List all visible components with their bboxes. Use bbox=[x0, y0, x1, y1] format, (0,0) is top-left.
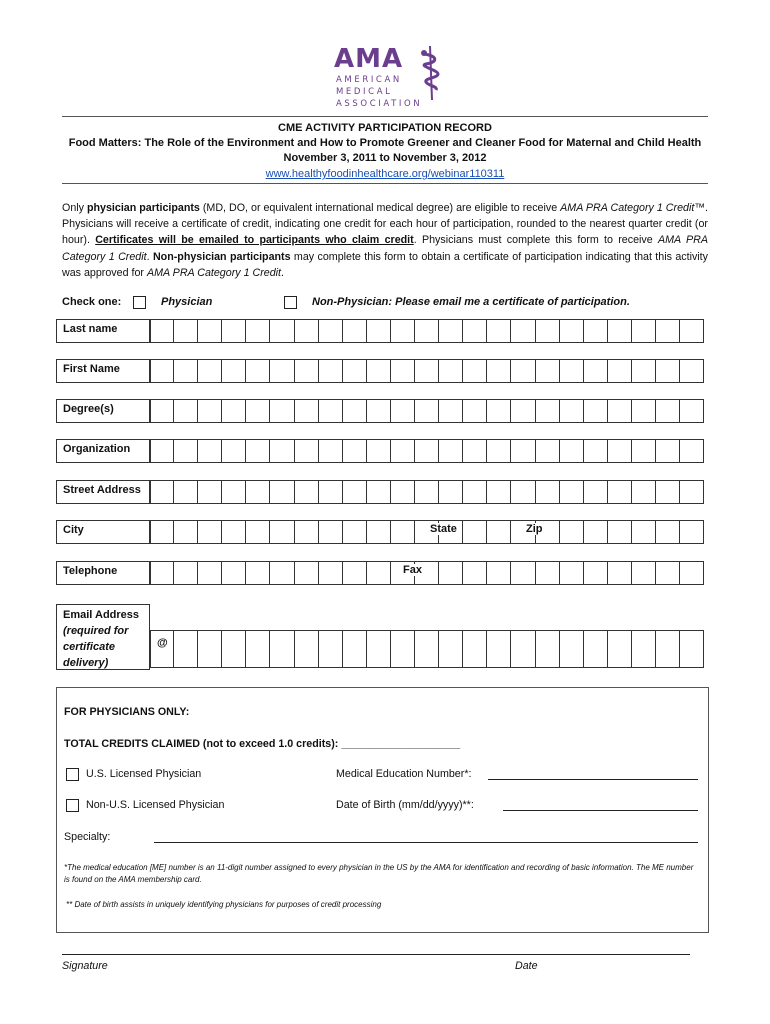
char-cell[interactable] bbox=[632, 319, 656, 343]
char-cell[interactable] bbox=[511, 630, 535, 668]
char-cell[interactable] bbox=[222, 520, 246, 544]
char-cell[interactable] bbox=[560, 319, 584, 343]
char-cell[interactable] bbox=[463, 520, 487, 544]
char-cell[interactable] bbox=[608, 319, 632, 343]
char-cell[interactable] bbox=[560, 630, 584, 668]
char-cell[interactable] bbox=[367, 319, 391, 343]
us-licensed-label: U.S. Licensed Physician bbox=[86, 768, 202, 780]
char-cell[interactable] bbox=[584, 359, 608, 383]
char-cell[interactable] bbox=[174, 480, 198, 504]
char-cell[interactable] bbox=[680, 520, 704, 544]
char-cell[interactable] bbox=[222, 359, 246, 383]
telephone-label: Telephone bbox=[56, 561, 150, 585]
char-cell[interactable] bbox=[246, 319, 270, 343]
char-cell[interactable] bbox=[608, 439, 632, 463]
organization-input[interactable] bbox=[150, 439, 704, 463]
char-cell[interactable] bbox=[391, 439, 415, 463]
char-cell[interactable] bbox=[367, 630, 391, 668]
char-cell[interactable] bbox=[608, 520, 632, 544]
logo-abbr: AMA bbox=[334, 44, 404, 74]
first-name-label: First Name bbox=[56, 359, 150, 383]
char-cell[interactable] bbox=[198, 359, 222, 383]
char-cell[interactable] bbox=[391, 520, 415, 544]
char-cell[interactable] bbox=[632, 561, 656, 585]
char-cell[interactable] bbox=[487, 630, 511, 668]
char-cell[interactable] bbox=[511, 399, 535, 423]
char-cell[interactable] bbox=[174, 399, 198, 423]
char-cell[interactable] bbox=[584, 399, 608, 423]
char-cell[interactable] bbox=[246, 561, 270, 585]
char-cell[interactable] bbox=[295, 439, 319, 463]
char-cell[interactable] bbox=[343, 439, 367, 463]
char-cell[interactable] bbox=[295, 630, 319, 668]
last-name-label: Last name bbox=[56, 319, 150, 343]
char-cell[interactable] bbox=[246, 480, 270, 504]
last-name-input[interactable] bbox=[150, 319, 704, 343]
char-cell[interactable] bbox=[511, 359, 535, 383]
street-label: Street Address bbox=[56, 480, 150, 504]
email-label: Email Address (required for certificate delivery) bbox=[56, 604, 150, 670]
char-cell[interactable] bbox=[584, 319, 608, 343]
me-number-label: Medical Education Number*: bbox=[336, 768, 472, 780]
char-cell[interactable] bbox=[150, 359, 174, 383]
char-cell[interactable] bbox=[198, 561, 222, 585]
char-cell[interactable] bbox=[270, 520, 294, 544]
char-cell[interactable] bbox=[632, 399, 656, 423]
char-cell[interactable] bbox=[536, 630, 560, 668]
first-name-input[interactable] bbox=[150, 359, 704, 383]
char-cell[interactable] bbox=[463, 630, 487, 668]
char-cell[interactable] bbox=[198, 630, 222, 668]
char-cell[interactable] bbox=[656, 439, 680, 463]
webinar-link[interactable]: www.healthyfoodinhealthcare.org/webinar110311 bbox=[265, 168, 505, 180]
char-cell[interactable] bbox=[487, 319, 511, 343]
char-cell[interactable] bbox=[391, 630, 415, 668]
char-cell[interactable] bbox=[584, 630, 608, 668]
char-cell[interactable] bbox=[367, 439, 391, 463]
total-credits-field[interactable]: TOTAL CREDITS CLAIMED (not to exceed 1.0 credits): ____________________ bbox=[64, 738, 461, 750]
intro-paragraph: Only physician participants (MD, DO, or equivalent international medical degree) are eligible to receive AMA PRA Category 1 Credit™. Physicians will receive a certificate of credit, indicating one credit for each hour of participation, rounded to the nearest quarter credit (or hour). Certificates will be emailed to participants who claim credit. Physicians must complete this form to receive AMA PRA Category 1 Credit. Non-physician participants may complete this form to obtain a certificate of participation indicating that this activity was approved for AMA PRA Category 1 Credit. bbox=[62, 202, 708, 279]
char-cell[interactable] bbox=[319, 480, 343, 504]
char-cell[interactable] bbox=[584, 561, 608, 585]
char-cell[interactable] bbox=[270, 480, 294, 504]
char-cell[interactable] bbox=[656, 319, 680, 343]
char-cell[interactable] bbox=[174, 561, 198, 585]
char-cell[interactable] bbox=[295, 319, 319, 343]
city-row bbox=[56, 520, 709, 544]
char-cell[interactable] bbox=[560, 520, 584, 544]
char-cell[interactable] bbox=[415, 359, 439, 383]
char-cell[interactable] bbox=[222, 319, 246, 343]
char-cell[interactable] bbox=[391, 480, 415, 504]
signature-line[interactable] bbox=[62, 954, 690, 955]
char-cell[interactable] bbox=[463, 561, 487, 585]
char-cell[interactable] bbox=[511, 480, 535, 504]
char-cell[interactable] bbox=[511, 319, 535, 343]
state-label: State bbox=[427, 523, 460, 535]
me-number-field[interactable] bbox=[488, 768, 698, 780]
char-cell[interactable] bbox=[608, 359, 632, 383]
dob-field[interactable] bbox=[503, 799, 698, 811]
char-cell[interactable] bbox=[463, 359, 487, 383]
char-cell[interactable] bbox=[270, 630, 294, 668]
char-cell[interactable] bbox=[680, 399, 704, 423]
specialty-label: Specialty: bbox=[64, 831, 111, 843]
char-cell[interactable] bbox=[439, 319, 463, 343]
char-cell[interactable] bbox=[343, 399, 367, 423]
char-cell[interactable] bbox=[343, 319, 367, 343]
char-cell[interactable] bbox=[487, 561, 511, 585]
char-cell[interactable] bbox=[246, 630, 270, 668]
char-cell[interactable] bbox=[391, 399, 415, 423]
char-cell[interactable] bbox=[608, 630, 632, 668]
char-cell[interactable] bbox=[222, 561, 246, 585]
char-cell[interactable] bbox=[222, 399, 246, 423]
char-cell[interactable] bbox=[680, 561, 704, 585]
char-cell[interactable] bbox=[270, 439, 294, 463]
char-cell[interactable] bbox=[174, 520, 198, 544]
fax-label: Fax bbox=[400, 564, 425, 576]
char-cell[interactable] bbox=[608, 480, 632, 504]
char-cell[interactable] bbox=[246, 439, 270, 463]
char-cell[interactable] bbox=[319, 520, 343, 544]
char-cell[interactable] bbox=[367, 399, 391, 423]
char-cell[interactable] bbox=[246, 359, 270, 383]
logo-line-1: AMERICAN bbox=[336, 75, 402, 85]
char-cell[interactable] bbox=[295, 520, 319, 544]
char-cell[interactable] bbox=[560, 480, 584, 504]
char-cell[interactable] bbox=[536, 319, 560, 343]
char-cell[interactable] bbox=[632, 520, 656, 544]
char-cell[interactable] bbox=[560, 439, 584, 463]
degree-label: Degree(s) bbox=[56, 399, 150, 423]
char-cell[interactable] bbox=[487, 359, 511, 383]
last-name-row bbox=[56, 319, 709, 343]
char-cell[interactable] bbox=[150, 520, 174, 544]
char-cell[interactable] bbox=[343, 630, 367, 668]
char-cell[interactable] bbox=[439, 630, 463, 668]
organization-row bbox=[56, 439, 709, 463]
char-cell[interactable] bbox=[319, 359, 343, 383]
char-cell[interactable] bbox=[656, 359, 680, 383]
divider bbox=[62, 116, 708, 117]
char-cell[interactable] bbox=[295, 359, 319, 383]
char-cell[interactable] bbox=[367, 480, 391, 504]
degree-row bbox=[56, 399, 709, 423]
char-cell[interactable] bbox=[439, 439, 463, 463]
char-cell[interactable] bbox=[439, 480, 463, 504]
char-cell[interactable] bbox=[343, 480, 367, 504]
char-cell[interactable] bbox=[319, 319, 343, 343]
char-cell[interactable] bbox=[680, 480, 704, 504]
char-cell[interactable] bbox=[511, 561, 535, 585]
char-cell[interactable] bbox=[536, 561, 560, 585]
char-cell[interactable] bbox=[343, 561, 367, 585]
char-cell[interactable] bbox=[343, 359, 367, 383]
char-cell[interactable] bbox=[150, 561, 174, 585]
char-cell[interactable] bbox=[536, 399, 560, 423]
non-physician-checkbox[interactable] bbox=[284, 296, 297, 309]
char-cell[interactable] bbox=[439, 561, 463, 585]
street-input[interactable] bbox=[150, 480, 704, 504]
char-cell[interactable] bbox=[680, 359, 704, 383]
char-cell[interactable] bbox=[656, 520, 680, 544]
email-input[interactable] bbox=[150, 630, 704, 668]
char-cell[interactable] bbox=[632, 480, 656, 504]
char-cell[interactable] bbox=[174, 630, 198, 668]
char-cell[interactable] bbox=[608, 399, 632, 423]
char-cell[interactable] bbox=[198, 480, 222, 504]
activity-dates: November 3, 2011 to November 3, 2012 bbox=[283, 152, 487, 164]
date-label: Date bbox=[515, 960, 538, 972]
char-cell[interactable] bbox=[270, 319, 294, 343]
street-row bbox=[56, 480, 709, 504]
char-cell[interactable] bbox=[584, 520, 608, 544]
char-cell[interactable] bbox=[608, 561, 632, 585]
char-cell[interactable] bbox=[246, 399, 270, 423]
char-cell[interactable] bbox=[536, 480, 560, 504]
char-cell[interactable] bbox=[632, 359, 656, 383]
form-title: CME ACTIVITY PARTICIPATION RECORD bbox=[278, 122, 492, 134]
logo-line-3: ASSOCIATION bbox=[336, 99, 423, 109]
char-cell[interactable] bbox=[680, 439, 704, 463]
char-cell[interactable] bbox=[680, 630, 704, 668]
specialty-field[interactable] bbox=[154, 831, 698, 843]
char-cell[interactable] bbox=[150, 319, 174, 343]
dob-label: Date of Birth (mm/dd/yyyy)**: bbox=[336, 799, 474, 811]
logo-line-2: MEDICAL bbox=[336, 87, 393, 97]
char-cell[interactable] bbox=[487, 399, 511, 423]
char-cell[interactable] bbox=[415, 319, 439, 343]
physician-option-label: Physician bbox=[161, 296, 213, 308]
char-cell[interactable] bbox=[415, 439, 439, 463]
char-cell[interactable] bbox=[632, 630, 656, 668]
char-cell[interactable] bbox=[150, 439, 174, 463]
physicians-heading: FOR PHYSICIANS ONLY: bbox=[64, 706, 190, 718]
char-cell[interactable] bbox=[198, 319, 222, 343]
char-cell[interactable] bbox=[560, 561, 584, 585]
char-cell[interactable] bbox=[415, 480, 439, 504]
char-cell[interactable] bbox=[198, 439, 222, 463]
char-cell[interactable] bbox=[150, 480, 174, 504]
char-cell[interactable] bbox=[246, 520, 270, 544]
char-cell[interactable] bbox=[391, 319, 415, 343]
char-cell[interactable] bbox=[656, 399, 680, 423]
char-cell[interactable] bbox=[584, 439, 608, 463]
email-row bbox=[56, 604, 709, 670]
physician-checkbox[interactable] bbox=[133, 296, 146, 309]
char-cell[interactable] bbox=[439, 399, 463, 423]
char-cell[interactable] bbox=[463, 399, 487, 423]
char-cell[interactable] bbox=[560, 399, 584, 423]
char-cell[interactable] bbox=[295, 480, 319, 504]
char-cell[interactable] bbox=[487, 520, 511, 544]
char-cell[interactable] bbox=[319, 630, 343, 668]
caduceus-icon bbox=[420, 44, 444, 102]
char-cell[interactable] bbox=[367, 359, 391, 383]
char-cell[interactable] bbox=[319, 439, 343, 463]
us-licensed-checkbox[interactable] bbox=[66, 768, 79, 781]
char-cell[interactable] bbox=[367, 520, 391, 544]
char-cell[interactable] bbox=[439, 359, 463, 383]
telephone-input[interactable] bbox=[150, 561, 704, 585]
char-cell[interactable] bbox=[343, 520, 367, 544]
physicians-only-section bbox=[56, 687, 709, 933]
char-cell[interactable] bbox=[584, 480, 608, 504]
char-cell[interactable] bbox=[536, 359, 560, 383]
char-cell[interactable] bbox=[656, 480, 680, 504]
city-label: City bbox=[56, 520, 150, 544]
signature-label: Signature bbox=[62, 960, 108, 972]
divider bbox=[62, 183, 708, 184]
char-cell[interactable] bbox=[536, 439, 560, 463]
char-cell[interactable] bbox=[391, 359, 415, 383]
at-sign: @ bbox=[157, 637, 168, 649]
char-cell[interactable] bbox=[632, 439, 656, 463]
char-cell[interactable] bbox=[295, 561, 319, 585]
zip-label: Zip bbox=[523, 523, 546, 535]
char-cell[interactable] bbox=[487, 439, 511, 463]
char-cell[interactable] bbox=[198, 520, 222, 544]
char-cell[interactable] bbox=[222, 439, 246, 463]
char-cell[interactable] bbox=[463, 439, 487, 463]
char-cell[interactable] bbox=[463, 480, 487, 504]
telephone-row bbox=[56, 561, 709, 585]
char-cell[interactable] bbox=[560, 359, 584, 383]
char-cell[interactable] bbox=[198, 399, 222, 423]
char-cell[interactable] bbox=[270, 561, 294, 585]
organization-label: Organization bbox=[56, 439, 150, 463]
char-cell[interactable] bbox=[680, 319, 704, 343]
non-us-licensed-checkbox[interactable] bbox=[66, 799, 79, 812]
char-cell[interactable] bbox=[270, 399, 294, 423]
char-cell[interactable] bbox=[174, 319, 198, 343]
char-cell[interactable] bbox=[295, 399, 319, 423]
check-one-label: Check one: bbox=[62, 296, 122, 308]
me-number-note: *The medical education [ME] number is an 11-digit number assigned to every physician in the US by the AMA for identification and recording of basic information. The ME number is found on the AMA membership card. bbox=[64, 863, 694, 884]
char-cell[interactable] bbox=[319, 399, 343, 423]
char-cell[interactable] bbox=[487, 480, 511, 504]
char-cell[interactable] bbox=[270, 359, 294, 383]
dob-note: ** Date of birth assists in uniquely identifying physicians for purposes of credit processing bbox=[66, 900, 382, 909]
char-cell[interactable] bbox=[150, 630, 174, 668]
char-cell[interactable] bbox=[415, 630, 439, 668]
non-us-licensed-label: Non-U.S. Licensed Physician bbox=[86, 799, 225, 811]
char-cell[interactable] bbox=[150, 399, 174, 423]
char-cell[interactable] bbox=[319, 561, 343, 585]
first-name-row bbox=[56, 359, 709, 383]
char-cell[interactable] bbox=[174, 359, 198, 383]
ama-logo bbox=[334, 44, 444, 108]
degree-input[interactable] bbox=[150, 399, 704, 423]
char-cell[interactable] bbox=[511, 439, 535, 463]
char-cell[interactable] bbox=[415, 399, 439, 423]
char-cell[interactable] bbox=[367, 561, 391, 585]
non-physician-option-label: Non-Physician: Please email me a certificate of participation. bbox=[312, 296, 630, 308]
char-cell[interactable] bbox=[174, 439, 198, 463]
char-cell[interactable] bbox=[656, 561, 680, 585]
char-cell[interactable] bbox=[222, 480, 246, 504]
char-cell[interactable] bbox=[463, 319, 487, 343]
char-cell[interactable] bbox=[222, 630, 246, 668]
activity-title: Food Matters: The Role of the Environment and How to Promote Greener and Cleaner Food for Maternal and Child Health bbox=[68, 137, 702, 149]
char-cell[interactable] bbox=[656, 630, 680, 668]
